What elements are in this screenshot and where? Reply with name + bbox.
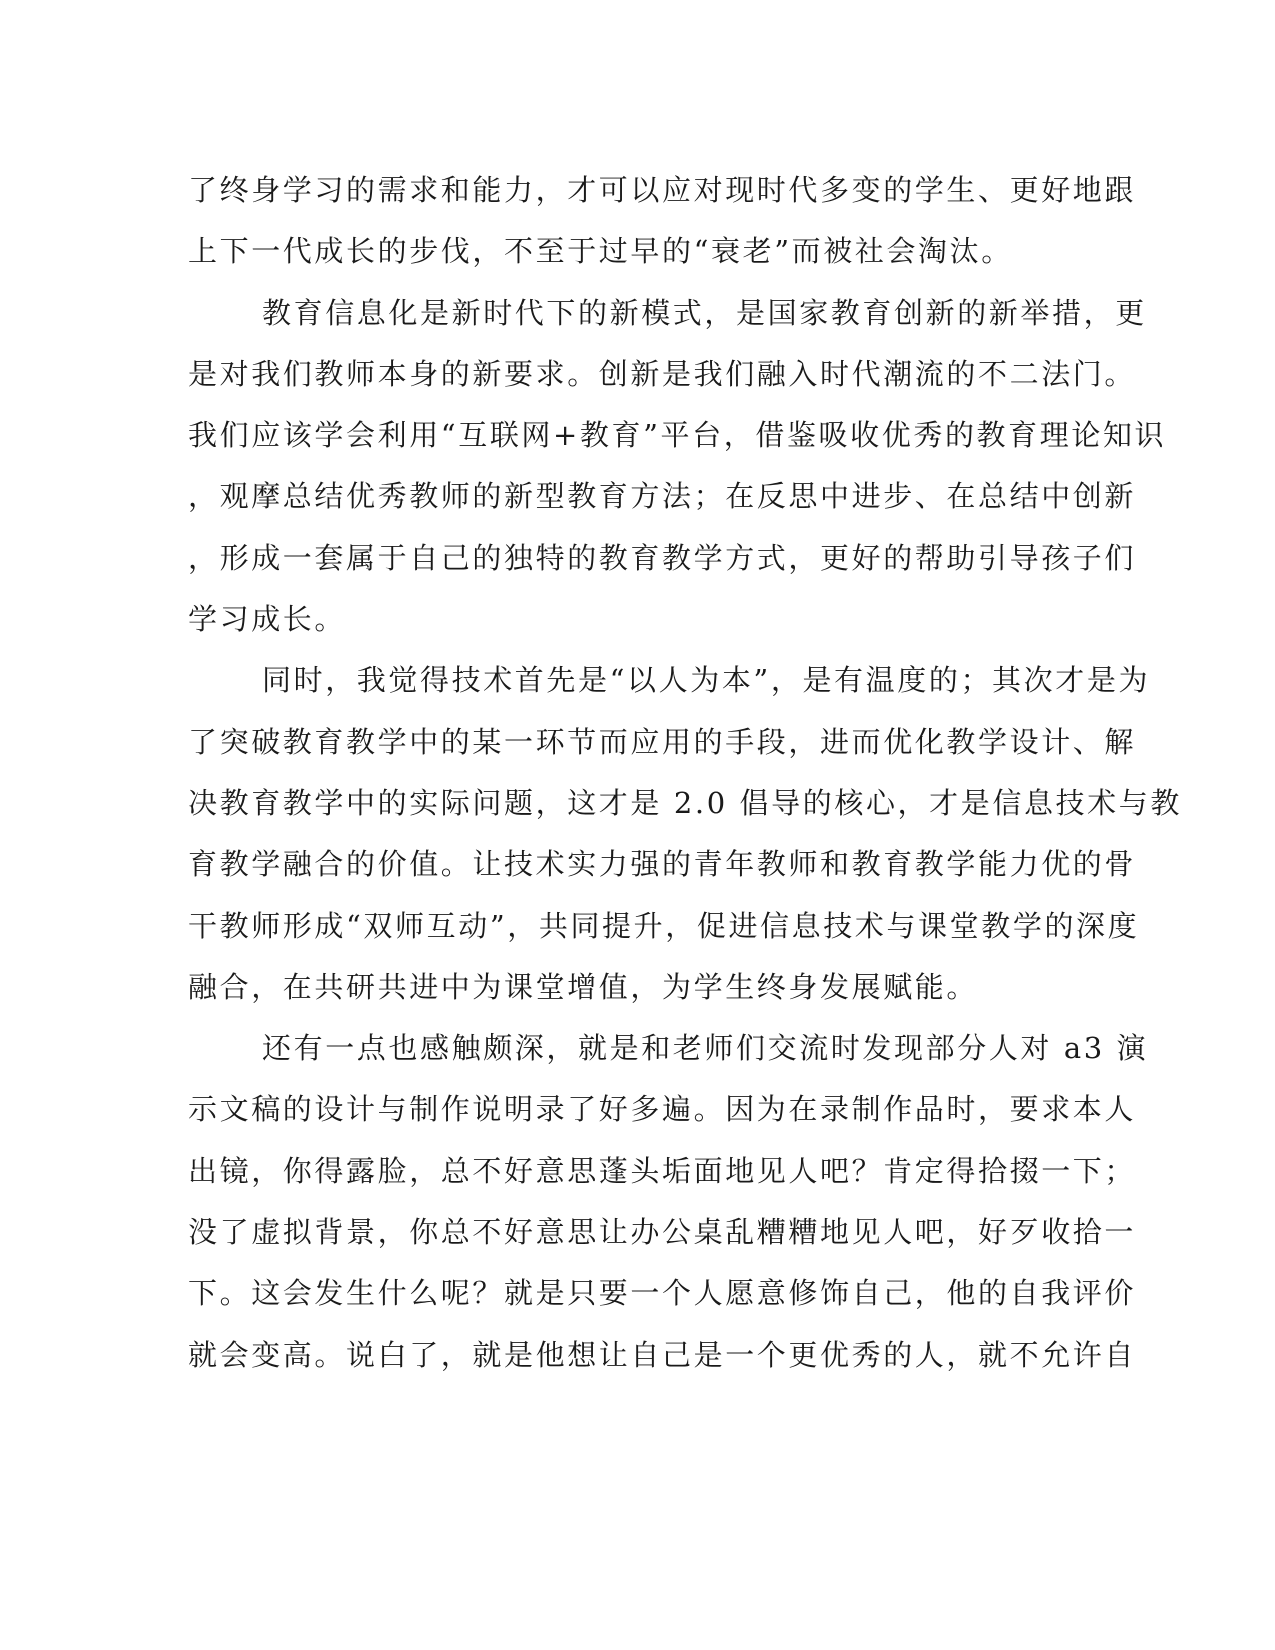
body-text — [188, 160, 1182, 1386]
text-line: ，观摩总结优秀教师的新型教育方法；在反思中进步、在总结中创新 — [188, 479, 1137, 514]
text-line: 学习成长。 — [188, 602, 347, 637]
text-line: 融合，在共研共进中为课堂增值，为学生终身发展赋能。 — [188, 969, 979, 1004]
text-line: 示文稿的设计与制作说明录了好多遍。因为在录制作品时，要求本人 — [188, 1092, 1137, 1127]
text-line: 没了虚拟背景，你总不好意思让办公桌乱糟糟地见人吧，好歹收拾一 — [188, 1215, 1137, 1250]
text-line: 就会变高。说白了，就是他想让自己是一个更优秀的人，就不允许自 — [188, 1337, 1137, 1372]
text-line: 上下一代成长的步伐，不至于过早的“衰老”而被社会淘汰。 — [188, 234, 1013, 269]
text-line: 了突破教育教学中的某一环节而应用的手段，进而优化教学设计、解 — [188, 724, 1137, 759]
text-line: 出镜，你得露脸，总不好意思蓬头垢面地见人吧？肯定得拾掇一下； — [188, 1153, 1137, 1188]
text-line: 下。这会发生什么呢？就是只要一个人愿意修饰自己，他的自我评价 — [188, 1276, 1137, 1311]
paragraph-start-line: 教育信息化是新时代下的新模式，是国家教育创新的新举措，更 — [262, 295, 1147, 330]
paragraph-start-line: 同时，我觉得技术首先是“以人为本”，是有温度的；其次才是为 — [262, 663, 1151, 698]
text-line: 决教育教学中的实际问题，这才是 2.0 倡导的核心，才是信息技术与教 — [188, 785, 1182, 820]
text-line: 是对我们教师本身的新要求。创新是我们融入时代潮流的不二法门。 — [188, 356, 1137, 391]
text-line: 干教师形成“双师互动”，共同提升，促进信息技术与课堂教学的深度 — [188, 908, 1140, 943]
text-line: 我们应该学会利用“互联网+教育”平台，借鉴吸收优秀的教育理论知识 — [188, 418, 1167, 453]
text-line: 了终身学习的需求和能力，才可以应对现时代多变的学生、更好地跟 — [188, 173, 1137, 207]
text-line: ，形成一套属于自己的独特的教育教学方式，更好的帮助引导孩子们 — [188, 540, 1137, 575]
paragraph-start-line: 还有一点也感触颇深，就是和老师们交流时发现部分人对 a3 演 — [262, 1031, 1149, 1066]
text-line: 育教学融合的价值。让技术实力强的青年教师和教育教学能力优的骨 — [188, 847, 1137, 882]
